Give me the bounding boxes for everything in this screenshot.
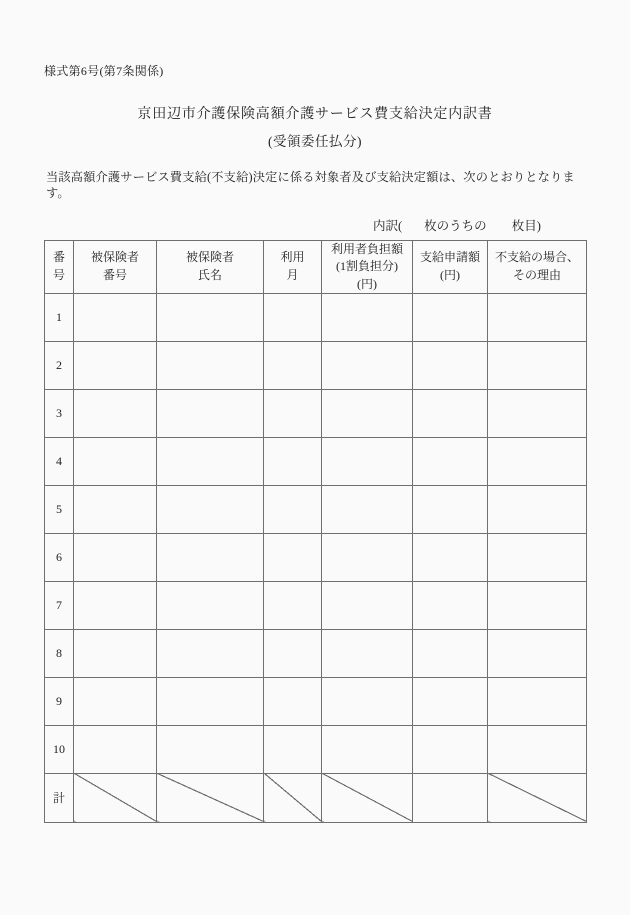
row-number-cell: 7 <box>45 581 74 629</box>
column-header-nonpayment-reason: 不支給の場合、 その理由 <box>488 240 587 293</box>
cell-user-copayment <box>322 725 413 773</box>
cell-user-copayment <box>322 341 413 389</box>
table-row <box>45 533 587 581</box>
cell-claimed-amount <box>413 725 488 773</box>
column-header-insured-number: 被保険者 番号 <box>74 240 157 293</box>
page-title: 京田辺市介護保険高額介護サービス費支給決定内訳書 <box>137 107 493 122</box>
table-row <box>45 389 587 437</box>
cell-insured-number <box>74 581 157 629</box>
row-number-cell: 4 <box>45 437 74 485</box>
total-cell-usage-month-struck <box>264 773 322 822</box>
cell-nonpayment-reason <box>488 677 587 725</box>
row-number-cell: 5 <box>45 485 74 533</box>
cell-nonpayment-reason <box>488 725 587 773</box>
intro-text: 当該高額介護サービス費支給(不支給)決定に係る対象者及び支給決定額は、次のとおりとなります。 <box>46 170 575 200</box>
row-number-cell: 2 <box>45 341 74 389</box>
table-row <box>45 725 587 773</box>
sheet-counter-prefix: 内訳( <box>373 218 403 233</box>
cell-user-copayment <box>322 293 413 341</box>
cell-nonpayment-reason <box>488 437 587 485</box>
table-row <box>45 581 587 629</box>
cell-claimed-amount <box>413 389 488 437</box>
sheet-counter-of-label: 枚のうちの <box>424 218 487 233</box>
cell-claimed-amount <box>413 533 488 581</box>
row-number-cell: 10 <box>45 725 74 773</box>
cell-insured-number <box>74 533 157 581</box>
cell-claimed-amount <box>413 437 488 485</box>
cell-user-copayment <box>322 581 413 629</box>
cell-insured-number <box>74 341 157 389</box>
breakdown-table-body <box>45 293 587 822</box>
row-number-cell: 1 <box>45 293 74 341</box>
cell-claimed-amount <box>413 341 488 389</box>
cell-claimed-amount <box>413 293 488 341</box>
cell-insured-name <box>157 581 264 629</box>
table-row <box>45 293 587 341</box>
row-number-cell: 3 <box>45 389 74 437</box>
cell-insured-name <box>157 437 264 485</box>
cell-nonpayment-reason <box>488 485 587 533</box>
cell-user-copayment <box>322 677 413 725</box>
cell-usage-month <box>264 677 322 725</box>
total-row-label: 計 <box>45 773 74 822</box>
cell-usage-month <box>264 533 322 581</box>
column-header-row-number: 番 号 <box>45 240 74 293</box>
cell-insured-number <box>74 485 157 533</box>
row-number-cell: 8 <box>45 629 74 677</box>
cell-usage-month <box>264 581 322 629</box>
cell-usage-month <box>264 629 322 677</box>
cell-claimed-amount <box>413 629 488 677</box>
cell-insured-name <box>157 389 264 437</box>
cell-usage-month <box>264 485 322 533</box>
cell-nonpayment-reason <box>488 293 587 341</box>
cell-insured-name <box>157 341 264 389</box>
cell-insured-number <box>74 293 157 341</box>
total-row <box>45 773 587 822</box>
cell-usage-month <box>264 437 322 485</box>
cell-insured-number <box>74 677 157 725</box>
total-cell-insured-name-struck <box>157 773 264 822</box>
column-header-insured-name: 被保険者 氏名 <box>157 240 264 293</box>
cell-insured-name <box>157 293 264 341</box>
cell-user-copayment <box>322 485 413 533</box>
column-header-usage-month: 利用 月 <box>264 240 322 293</box>
cell-claimed-amount <box>413 677 488 725</box>
cell-insured-number <box>74 389 157 437</box>
cell-insured-name <box>157 629 264 677</box>
cell-user-copayment <box>322 629 413 677</box>
form-number: 様式第6号(第7条関係) <box>44 64 164 78</box>
cell-user-copayment <box>322 389 413 437</box>
cell-nonpayment-reason <box>488 389 587 437</box>
cell-usage-month <box>264 389 322 437</box>
cell-nonpayment-reason <box>488 341 587 389</box>
cell-nonpayment-reason <box>488 629 587 677</box>
total-cell-nonpayment-reason-struck <box>488 773 587 822</box>
table-row <box>45 629 587 677</box>
row-number-cell: 6 <box>45 533 74 581</box>
table-row <box>45 485 587 533</box>
cell-nonpayment-reason <box>488 581 587 629</box>
cell-usage-month <box>264 341 322 389</box>
cell-usage-month <box>264 725 322 773</box>
total-cell-user-copayment-struck <box>322 773 413 822</box>
column-header-user-copayment: 利用者負担額 (1割負担分) (円) <box>322 240 413 293</box>
cell-insured-number <box>74 437 157 485</box>
table-row <box>45 341 587 389</box>
cell-insured-name <box>157 725 264 773</box>
column-header-claimed-amount: 支給申請額 (円) <box>413 240 488 293</box>
breakdown-table-head <box>45 240 587 293</box>
cell-insured-number <box>74 725 157 773</box>
cell-insured-name <box>157 485 264 533</box>
total-cell-insured-number-struck <box>74 773 157 822</box>
row-number-cell: 9 <box>45 677 74 725</box>
sheet-counter-suffix: 枚目) <box>511 218 541 233</box>
cell-insured-name <box>157 533 264 581</box>
page-subtitle: (受領委任払分) <box>268 134 362 149</box>
cell-claimed-amount <box>413 485 488 533</box>
breakdown-table <box>44 240 587 823</box>
table-row <box>45 437 587 485</box>
cell-user-copayment <box>322 533 413 581</box>
total-cell-claimed-amount <box>413 773 488 822</box>
header-row <box>45 240 587 293</box>
cell-claimed-amount <box>413 581 488 629</box>
cell-nonpayment-reason <box>488 533 587 581</box>
sheet-counter <box>373 216 630 234</box>
cell-usage-month <box>264 293 322 341</box>
cell-user-copayment <box>322 437 413 485</box>
cell-insured-number <box>74 629 157 677</box>
table-row <box>45 677 587 725</box>
cell-insured-name <box>157 677 264 725</box>
